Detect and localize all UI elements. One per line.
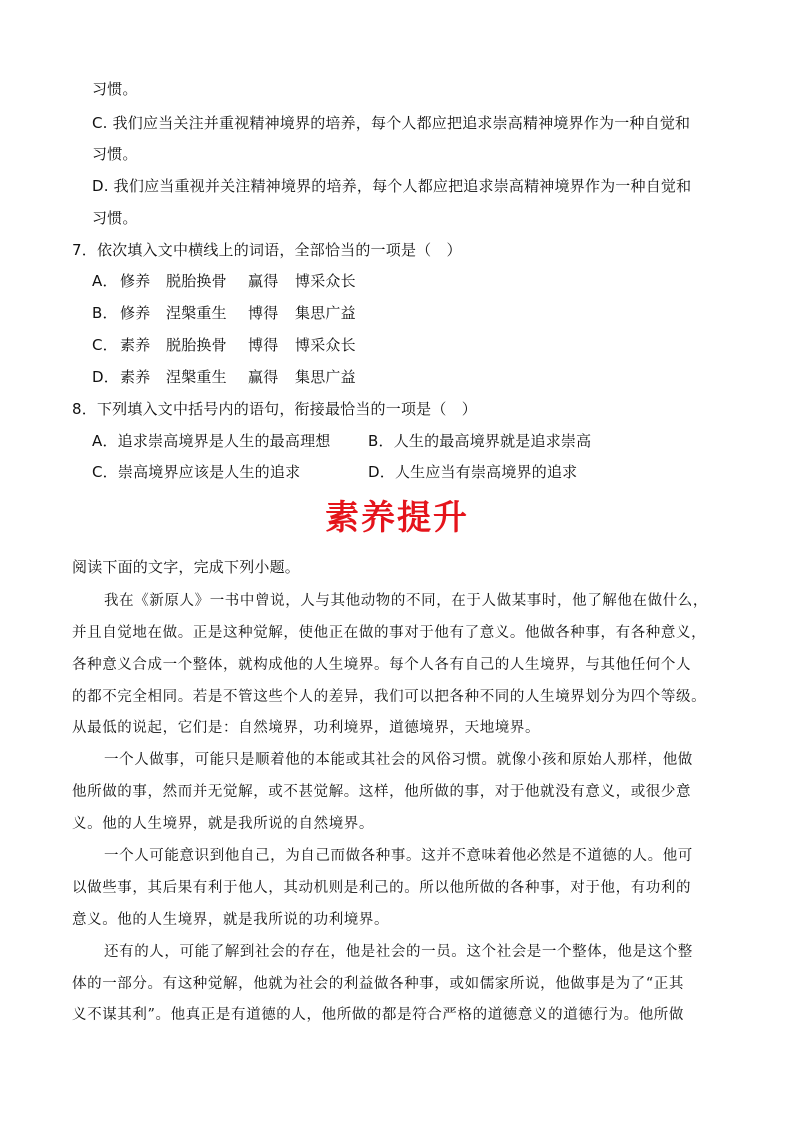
option-word: 集思广益 <box>295 304 356 322</box>
option-word: 博得 <box>248 336 279 354</box>
option-d-line2: 习惯。 <box>92 209 138 227</box>
passage-line: 一个人可能意识到他自己，为自己而做各种事。这并不意味着他必然是不道德的人。他可 <box>104 848 693 864</box>
option-word: 赢得 <box>248 368 279 386</box>
option-d-line1: D. 我们应当重视并关注精神境界的培养，每个人都应把追求崇高精神境界作为一种自觉和 <box>92 177 692 195</box>
passage-line: 意义。他的人生境界，就是我所说的功利境界。 <box>72 912 390 928</box>
passage-line: 还有的人，可能了解到社会的存在，他是社会的一员。这个社会是一个整体，他是这个整 <box>104 944 693 960</box>
option-word: 涅槃重生 <box>166 368 227 386</box>
option-b-continuation: 习惯。 <box>92 80 138 98</box>
passage-line: 义不谋其利”。他真正是有道德的人，他所做的都是符合严格的道德意义的道德行为。他所做 <box>72 1007 685 1023</box>
passage-line: 体的一部分。有这种觉解，他就为社会的利益做各种事，或如儒家所说，他做事是为了“正其 <box>72 976 685 992</box>
q7-option-a <box>92 271 356 291</box>
option-word: 博采众长 <box>295 272 356 290</box>
q8-option-d: D．人生应当有崇高境界的追求 <box>368 463 578 481</box>
option-word: 修养 <box>120 272 151 290</box>
passage-line: 我在《新原人》一书中曾说，人与其他动物的不同，在于人做某事时，他了解他在做什么， <box>104 593 708 609</box>
passage-line: 义。他的人生境界，就是我所说的自然境界。 <box>72 816 374 832</box>
option-c-line1: C. 我们应当关注并重视精神境界的培养，每个人都应把追求崇高精神境界作为一种自觉和 <box>92 114 691 132</box>
option-letter: D． <box>92 368 119 386</box>
option-word: 集思广益 <box>295 368 356 386</box>
passage-line: 的都不完全相同。若是不管这些个人的差异，我们可以把各种不同的人生境界划分为四个等级。 <box>72 689 707 705</box>
passage-line: 一个人做事，可能只是顺着他的本能或其社会的风俗习惯。就像小孩和原始人那样，他做 <box>104 752 693 768</box>
option-word: 脱胎换骨 <box>166 272 227 290</box>
q7-option-d <box>92 367 356 387</box>
option-word: 修养 <box>120 304 151 322</box>
question-7-stem: 7．依次填入文中横线上的词语，全部恰当的一项是（ ） <box>72 241 462 259</box>
q8-option-c: C．崇高境界应该是人生的追求 <box>92 463 301 481</box>
q8-option-a: A．追求崇高境界是人生的最高理想 <box>92 432 331 450</box>
passage-line: 各种意义合成一个整体，就构成他的人生境界。每个人各有自己的人生境界，与其他任何个人 <box>72 657 692 673</box>
option-word: 博得 <box>248 304 279 322</box>
passage-line: 他所做的事，然而并无觉解，或不甚觉解。这样，他所做的事，对于他就没有意义，或很少意 <box>72 784 692 800</box>
reading-instruction: 阅读下面的文字，完成下列小题。 <box>72 558 301 576</box>
option-word: 涅槃重生 <box>166 304 227 322</box>
option-word: 赢得 <box>248 272 279 290</box>
q7-option-c <box>92 335 356 355</box>
option-word: 博采众长 <box>295 336 356 354</box>
passage-line: 从最低的说起，它们是：自然境界，功利境界，道德境界，天地境界。 <box>72 720 541 736</box>
option-letter: A． <box>92 272 118 290</box>
option-word: 素养 <box>120 368 151 386</box>
option-letter: B． <box>92 304 118 322</box>
q8-option-b: B．人生的最高境界就是追求崇高 <box>368 432 592 450</box>
option-word: 脱胎换骨 <box>166 336 227 354</box>
section-title: 素养提升 <box>325 498 469 538</box>
passage-line: 以做些事，其后果有利于他人，其动机则是利己的。所以他所做的各种事，对于他，有功利的 <box>72 880 692 896</box>
question-8-stem: 8．下列填入文中括号内的语句，衔接最恰当的一项是（ ） <box>72 400 477 418</box>
option-word: 素养 <box>120 336 151 354</box>
passage-line: 并且自觉地在做。正是这种觉解，使他正在做的事对于他有了意义。他做各种事，有各种意义， <box>72 625 707 641</box>
option-c-line2: 习惯。 <box>92 145 138 163</box>
q7-option-b <box>92 303 356 323</box>
option-letter: C． <box>92 336 118 354</box>
